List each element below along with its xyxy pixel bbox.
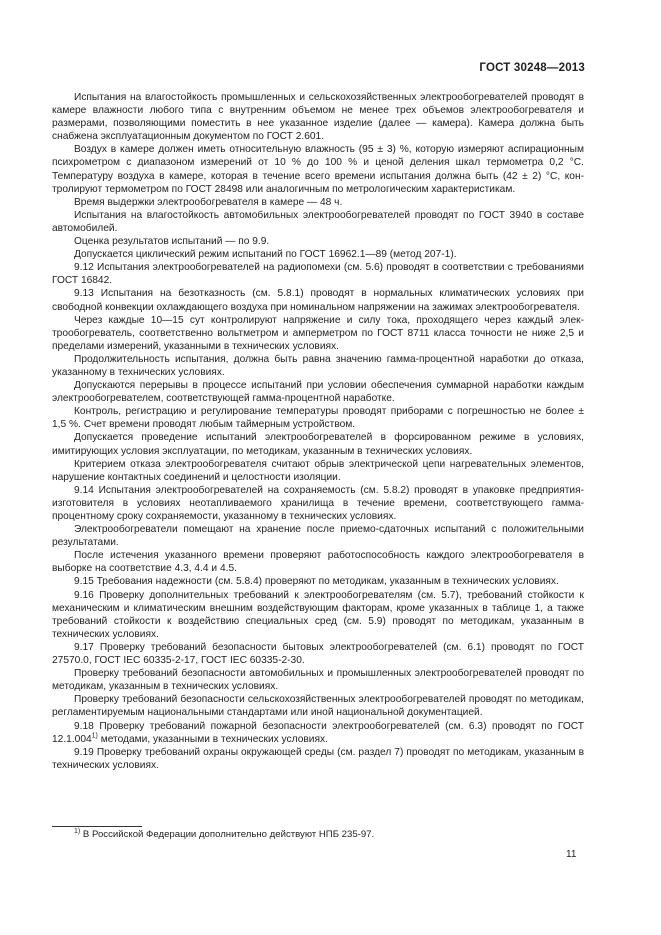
footnote-mark: 1) xyxy=(74,827,81,835)
paragraph-9-19: 9.19 Проверку требований охраны окружающей среды (см. раздел 7) проводят по методикам, указанным в технических условиях. xyxy=(52,746,584,771)
paragraph-9-16: 9.16 Проверку дополнительных требований к электрообогревателям (см. 5.7), требований стойкости к механическим и климатическим внешним воздействующим факторам, кроме указанных в таблице 1, а также требований стойкости к воздействию специальных сред (см. 5.9) проводят по методикам, указанным в технических условиях. xyxy=(52,589,584,640)
paragraph: Допускается проведение испытаний электрообогревателей в форсированном режиме в условиях, имитирующих условия эксплуатации, по методикам, указанным в технических условиях. xyxy=(52,432,584,457)
paragraph-9-17: 9.17 Проверку требований безопасности бытовых электрообогревателей (см. 6.1) проводят по ГОСТ 27570.0, ГОСТ IEC 60335-2-17, ГОСТ IEC 60335-2-30. xyxy=(52,641,584,667)
paragraph: После истечения указанного времени проверяют работоспособность каждого электрообогревателя в выборке на соответствие 4.3, 4.4 и 4.5. xyxy=(52,550,584,575)
paragraph-9-18 xyxy=(52,720,584,746)
paragraph: Воздух в камере должен иметь относительную влажность (95 ± 3) %, которую измеряют аспирационным психрометром с диапазоном измерений от 10 % до 100 % и ценой деления шкал термометра 0,2 °С. Температуру воздуха в камере, которая в течение всего времени испытания должна быть (42 ± 2) °С, контролируют термометром по ГОСТ 28498 или аналогичным по метрологическим характеристикам. xyxy=(52,144,584,195)
footnote-text: В Российской Федерации дополнительно действуют НПБ 235-97. xyxy=(80,829,375,840)
document-body xyxy=(52,91,584,772)
page-number: 11 xyxy=(566,849,577,860)
paragraph-9-13: 9.13 Испытания на безотказность (см. 5.8.1) проводят в нормальных климатических условиях при свободной конвекции охлаждающего воздуха при номинальном напряжении на зажимах электрообогревателя. xyxy=(52,288,584,313)
paragraph-9-14: 9.14 Испытания электрообогревателей на сохраняемость (см. 5.8.2) проводят в упаковке предприятия-изготовителя в условиях неотапливаемого хранилища в течение времени, соответствующего гамма-процентному сроку сохраняемости, указанному в технических условиях. xyxy=(52,484,584,522)
paragraph: Время выдержки электрообогревателя в камере — 48 ч. xyxy=(74,196,343,208)
paragraph: Электрообогреватели помещают на хранение после приемо-сдаточных испытаний с положительными результатами. xyxy=(52,524,584,549)
paragraph-9-15: 9.15 Требования надежности (см. 5.8.4) проверяют по методикам, указанным в технических условиях. xyxy=(74,576,559,588)
paragraph-text: 9.18 Проверку требований пожарной безопасности электрообогревателей (см. 6.3) проводят по ГОСТ 12.1.004 xyxy=(52,720,584,745)
page-header-doc-code: ГОСТ 30248—2013 xyxy=(479,62,585,74)
paragraph: Продолжительность испытания, должна быть равна значению гамма-процентной наработки до отказа, указанному в технических условиях. xyxy=(52,353,584,378)
footnote xyxy=(74,829,374,841)
paragraph: Критерием отказа электрообогревателя считают обрыв электрической цепи нагревательных элементов, нарушение контактных соединений и целостности изоляции. xyxy=(52,458,584,483)
paragraph: Проверку требований безопасности автомобильных и промышленных электрообогревателей проводят по методикам, указанным в технических условиях. xyxy=(52,668,584,693)
paragraph-text: методами, указанными в технических условиях. xyxy=(97,733,328,745)
paragraph: Оценка результатов испытаний — по 9.9. xyxy=(74,236,270,248)
paragraph: Контроль, регистрацию и регулирование температуры проводят приборами с погрешностью не более ± 1,5 %. Счет времени проводят любым таймерным устройством. xyxy=(52,406,584,431)
footnote-reference: 1) xyxy=(91,732,98,740)
paragraph: Проверку требований безопасности сельскохозяйственных электрообогревателей проводят по методикам, регламентируемым национальными стандартами или иной национальной документацией. xyxy=(52,694,584,719)
paragraph: Через каждые 10—15 сут контролируют напряжение и силу тока, проходящего через каждый электрообогреватель, соответственно вольтметром и амперметром по ГОСТ 8711 класса точности не ниже 2,5 и пределами измерений, указанными в технических условиях. xyxy=(52,314,584,352)
paragraph: Допускаются перерывы в процессе испытаний при условии обеспечения суммарной наработки каждым электрообогревателем, соответствующей гамма-процентной наработке. xyxy=(52,380,584,405)
paragraph: Испытания на влагостойкость автомобильных электрообогревателей проводят по ГОСТ 3940 в составе автомобилей. xyxy=(52,209,584,234)
paragraph: Допускается циклический режим испытаний по ГОСТ 16962.1—89 (метод 207-1). xyxy=(74,249,457,261)
paragraph-9-12: 9.12 Испытания электрообогревателей на радиопомехи (см. 5.6) проводят в соответствии с требованиями ГОСТ 16842. xyxy=(52,262,584,287)
footnote-divider xyxy=(52,826,142,827)
paragraph: Испытания на влагостойкость промышленных и сельскохозяйственных электрообогревателей проводят в камере влажности любого типа с внутренним объемом не менее трех объемов электрообогревателя и размерами, позволяющими поместить в нее указанное изделие (далее — камера). Камера должна быть снабжена эксплуатационным документом по ГОСТ 2.601. xyxy=(52,92,584,143)
